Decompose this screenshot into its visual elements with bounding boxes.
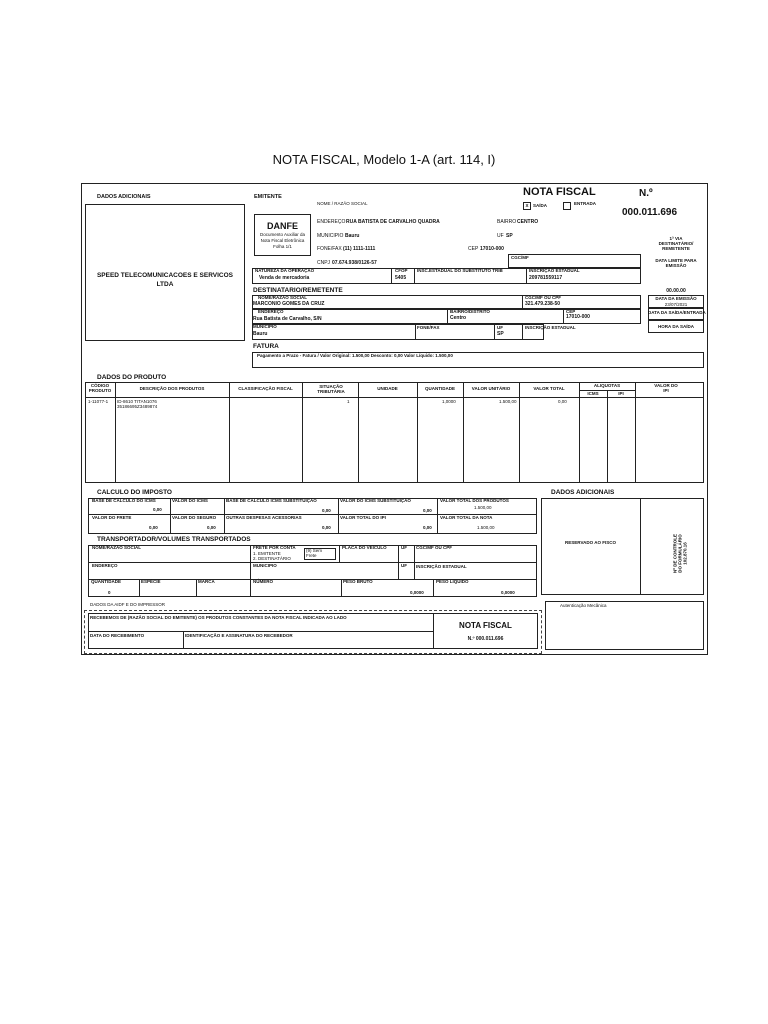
cfop-value: 5405 <box>395 275 407 281</box>
canhoto-title: NOTA FISCAL <box>459 621 512 630</box>
row-quantidade: 1,0000 <box>442 399 456 404</box>
tr-v3 <box>398 545 399 579</box>
tr-marca-label: MARCA <box>198 579 215 584</box>
tr-peso-bruto-label: PESO BRUTO <box>343 579 373 584</box>
dest-row1-sep <box>522 295 523 309</box>
prod-col5 <box>417 382 418 483</box>
th-unidade: UNIDADE <box>377 386 398 391</box>
data-recebimento-label: DATA DO RECEBIMENTO <box>90 633 145 638</box>
dest-uf-label: UF <box>497 325 503 330</box>
insc-estadual-value: 209781559117 <box>529 275 563 281</box>
saida-label: SAÍDA <box>533 203 548 208</box>
numero-label: N.º <box>639 188 653 199</box>
total-produtos-label: VALOR TOTAL DOS PRODUTOS <box>440 498 509 503</box>
dest-row2-sep2 <box>563 309 564 324</box>
recebemos-text: RECEBEMOS DE (RAZÃO SOCIAL DO EMITENTE) OS PRODUTOS CONSTANTES DA NOTA FISCAL INDICADA AO LADO <box>90 615 347 620</box>
canhoto-sep2 <box>183 631 184 649</box>
dest-insc-label: INSCRIÇÃO ESTADUAL <box>525 325 576 330</box>
natureza-sep3 <box>526 268 527 284</box>
imposto-title: CALCULO DO IMPOSTO <box>97 489 172 496</box>
prod-col7 <box>519 382 520 483</box>
natureza-sep2 <box>414 268 415 284</box>
th-icms: ICMS <box>587 391 599 396</box>
base-subst-value: 0,00 <box>322 508 331 513</box>
emitente-cnpj-label: CNPJ <box>317 260 331 266</box>
tr-v7 <box>250 579 251 597</box>
emitente-cgc-label: CGC/MF <box>511 255 529 260</box>
imp-col4 <box>437 498 438 534</box>
prod-col2 <box>229 382 230 483</box>
dest-uf-value: SP <box>497 331 504 337</box>
total-ipi-label: VALOR TOTAL DO IPI <box>340 515 386 520</box>
cfop-label: CFOP <box>395 268 408 273</box>
prod-col6 <box>463 382 464 483</box>
danfe-line1: Documento Auxiliar da <box>259 232 306 237</box>
via-line2: DESTINATÁRIO/ <box>658 241 694 246</box>
dest-cep-value: 17010-000 <box>566 314 590 320</box>
total-ipi-value: 0,00 <box>423 525 432 530</box>
row-descricao2: 35186695Z3489874 <box>117 404 158 409</box>
th-valor-unitario: VALOR UNITÁRIO <box>471 386 511 391</box>
th-ipi: IPI <box>618 391 624 396</box>
dest-municipio-value: Bauru <box>253 331 268 337</box>
emitente-cnpj-value: 07.674.938/0126-57 <box>332 260 377 266</box>
row-valor-unitario: 1.500,00 <box>499 399 517 404</box>
canhoto-numero: N.º 000.011.696 <box>467 636 504 642</box>
valor-subst-value: 0,00 <box>423 508 432 513</box>
seguro-label: VALOR DO SEGURO <box>172 515 217 520</box>
data-emissao-label: DATA DA EMISSÃO <box>655 296 697 301</box>
via-line1: 1ª VIA <box>669 236 683 241</box>
page-title: NOTA FISCAL, Modelo 1-A (art. 114, I) <box>272 152 496 167</box>
tr-placa-label: PLACA DO VEÍCULO <box>342 545 387 550</box>
tr-v4 <box>414 545 415 579</box>
tr-v9 <box>433 579 434 597</box>
tr-uf2-label: UF <box>401 563 407 568</box>
fatura-text: Pagamento a Prazo - Fatura / Valor Original: 1.500,00 Desconto: 0,00 Valor Líquido: 1.500,00 <box>257 353 453 358</box>
th-valor-ipi: VALOR DO IPI <box>654 383 678 393</box>
entrada-checkbox[interactable] <box>563 202 571 210</box>
frete-label: VALOR DO FRETE <box>92 515 132 520</box>
emitente-bairro-value: CENTRO <box>517 219 539 225</box>
identificacao-label: IDENTIFICAÇÃO E ASSINATURA DO RECEBEDOR <box>185 633 293 638</box>
row-codigo: 1-11077-1 <box>88 399 109 404</box>
tr-frete-label: FRETE POR CONTA <box>253 545 296 550</box>
tr-insc-label: INSCRIÇÃO ESTADUAL <box>416 564 467 569</box>
outras-value: 0,00 <box>322 525 331 530</box>
emitente-municipio-value: Bauru <box>345 233 360 239</box>
prod-col8 <box>579 382 580 483</box>
imp-col2 <box>224 498 225 534</box>
th-situacao: SITUAÇÃO TRIBUTÁRIA <box>317 384 345 394</box>
imp-col1 <box>170 498 171 534</box>
tr-v6 <box>196 579 197 597</box>
dest-row3-sep3 <box>522 324 523 340</box>
tr-quantidade-value: 0 <box>108 590 111 595</box>
danfe-title: DANFE <box>267 221 298 231</box>
tr-v2 <box>339 545 340 562</box>
prod-col10 <box>635 382 636 483</box>
th-codigo: CÓDIGO PRODUTO <box>88 383 112 393</box>
emitente-uf-label: UF <box>497 233 504 239</box>
tr-line1 <box>88 562 537 563</box>
transportador-title: TRANSPORTADOR/VOLUMES TRANSPORTADOS <box>97 536 251 543</box>
canhoto-sep1 <box>433 613 434 649</box>
prod-col1 <box>115 382 116 483</box>
company-name: SPEED TELECOMUNICACOES E SERVICOS <box>96 272 234 279</box>
tr-quantidade-label: QUANTIDADE <box>91 579 121 584</box>
left-dados-adicionais-label: DADOS ADICIONAIS <box>97 194 151 200</box>
danfe-line3: Folha 1/1 <box>273 244 292 249</box>
tr-especie-label: ESPÉCIE <box>141 579 161 584</box>
tr-uf-label: UF <box>401 545 407 550</box>
dest-bairro-value: Centro <box>450 315 467 321</box>
company-name-line2: LTDA <box>156 281 174 288</box>
outras-label: OUTRAS DESPESAS ACESSORIAS <box>226 515 302 520</box>
tr-cgc-label: CGC/MF OU CPF <box>416 545 452 550</box>
tr-endereco-label: ENDEREÇO <box>92 563 118 568</box>
dest-endereco-value: Rua Batista de Carvalho, S/N <box>253 316 322 322</box>
tr-v1 <box>250 545 251 579</box>
dest-row3-sep1 <box>415 324 416 340</box>
tr-frete-opt2: 2. DESTINATÁRIO <box>253 556 291 561</box>
seguro-value: 0,00 <box>207 525 216 530</box>
insc-estadual-label: INSCRIÇÃO ESTADUAL <box>529 268 580 273</box>
dest-nome-label: NOME/RAZÃO SOCIAL <box>258 295 307 300</box>
produtos-header-line <box>85 397 704 398</box>
emitente-endereco-value: RUA BATISTA DE CARVALHO QUADRA <box>346 219 440 225</box>
base-icms-value: 0,00 <box>153 507 162 512</box>
emitente-fone-label: FONE/FAX <box>317 246 342 252</box>
emitente-endereco-label: ENDEREÇO <box>317 219 346 225</box>
via-line3: REMETENTE <box>662 246 690 251</box>
th-quantidade: QUANTIDADE <box>425 386 455 391</box>
dados-adicionais-title: DADOS ADICIONAIS <box>551 489 615 496</box>
emitente-uf-value: SP <box>506 233 513 239</box>
prod-col3 <box>302 382 303 483</box>
controle-formulario <box>673 524 688 584</box>
autenticacao-label: Autenticação Mecânica <box>560 603 607 608</box>
valor-icms-label: VALOR DO ICMS <box>172 498 208 503</box>
data-emissao-value: 23/07/2021 <box>664 302 688 307</box>
data-saida-label: DATA DA SAÍDA/ENTRADA <box>648 310 706 315</box>
dest-row3-sep2 <box>494 324 495 340</box>
hora-saida-label: HORA DA SAÍDA <box>658 324 694 329</box>
row-descricao1: ID-8610 TITAN1076 <box>117 399 157 404</box>
saida-mark: X <box>525 203 529 208</box>
canhoto-mid <box>88 631 433 632</box>
dest-cgc-label: CGC/MF OU CPF <box>525 295 561 300</box>
tr-frete-value1: (9) Sem <box>306 548 323 553</box>
tr-frete-opt1: 1. EMITENTE <box>253 551 281 556</box>
data-limite-line1: DATA LIMITE PARA <box>655 258 697 263</box>
numero-value: 000.011.696 <box>622 207 678 218</box>
emitente-municipio-label: MUNICIPIO <box>317 233 344 239</box>
emitente-cep-label: CEP <box>468 246 479 252</box>
emitente-fone-value: (11) 1111-1111 <box>343 246 376 252</box>
th-classificacao: CLASSIFICAÇÃO FISCAL <box>238 386 293 391</box>
prod-col9 <box>607 390 608 483</box>
dest-endereco-label: ENDEREÇO <box>258 309 284 314</box>
tr-peso-liquido-value: 0,0000 <box>501 590 515 595</box>
dest-municipio-label: MUNICIPIO <box>253 324 277 329</box>
tr-peso-liquido-label: PESO LIQUIDO <box>436 579 469 584</box>
base-subst-label: BASE DE CALCULO ICMS SUBSTITUIÇÃO <box>226 498 317 503</box>
emitente-nome-label: NOME / RAZÃO SOCIAL <box>317 201 368 206</box>
tr-frete-value2: Frete <box>306 553 317 558</box>
dados-adicionais-sep <box>640 498 641 595</box>
row-situacao: 1 <box>347 399 350 404</box>
tr-v8 <box>341 579 342 597</box>
frete-value: 0,00 <box>149 525 158 530</box>
dest-cgc-value: 321.479.238-50 <box>525 301 561 307</box>
tr-v5 <box>139 579 140 597</box>
controle-line2: DO FORMULÁRIO <box>677 534 683 573</box>
tr-nome-label: NOME/RAZÃO SOCIAL <box>92 545 141 550</box>
dest-nome-value: MARCONIO GOMES DA CRUZ <box>253 301 325 307</box>
fatura-title: FATURA <box>253 343 279 350</box>
emitente-bairro-label: BAIRRO <box>497 219 517 225</box>
total-nota-value: 1.500,00 <box>477 525 495 530</box>
base-icms-label: BASE DE CALCULO DO ICMS <box>92 498 156 503</box>
tr-numero-label: NÚMERO <box>253 579 273 584</box>
th-descricao: DESCRIÇÃO DOS PRODUTOS <box>139 386 205 391</box>
data-limite-line2: EMISSÃO <box>665 263 687 268</box>
prod-col4 <box>358 382 359 483</box>
tr-peso-bruto-value: 0,0000 <box>410 590 424 595</box>
emitente-label: EMITENTE <box>254 194 282 200</box>
natureza-value: Venda de mercadoria <box>259 275 310 281</box>
destinatario-title: DESTINATARIO/REMETENTE <box>253 287 343 294</box>
natureza-label: NATUREZA DA OPERAÇÃO <box>255 268 315 273</box>
danfe-line2: Nota Fiscal Eletrônica <box>260 238 305 243</box>
natureza-sep1 <box>391 268 392 284</box>
total-produtos-value: 1.500,00 <box>474 505 492 510</box>
reservado-fisco: RESERVADO AO FISCO <box>565 540 616 545</box>
tr-municipio-label: MUNICIPIO <box>253 563 277 568</box>
emitente-cep-value: 17010-000 <box>480 246 504 252</box>
dest-bairro-label: BAIRRO/DISTRITO <box>450 309 490 314</box>
entrada-label: ENTRADA <box>574 201 596 206</box>
controle-line3: 102.870.16 <box>682 542 688 565</box>
imp-col3 <box>338 498 339 534</box>
produtos-title: DADOS DO PRODUTO <box>97 374 167 381</box>
nota-fiscal-header: NOTA FISCAL <box>523 186 596 198</box>
valor-subst-label: VALOR DO ICMS SUBSTITUIÇÃO <box>340 498 411 503</box>
dest-fone-label: FONE/FAX <box>417 325 440 330</box>
data-limite-value: 00.00.00 <box>666 288 686 294</box>
impressor-label: DADOS DA AIDF E DO IMPRESSOR <box>90 602 166 607</box>
dest-row2-sep1 <box>447 309 448 324</box>
th-aliquotas: ALIQUOTAS <box>593 383 621 388</box>
th-valor-total: VALOR TOTAL <box>533 386 565 391</box>
dest-cep-label: CEP <box>566 309 576 314</box>
row-icms: 0,00 <box>558 399 567 404</box>
controle-line1: Nº DE CONTROLE <box>672 534 678 573</box>
total-nota-label: VALOR TOTAL DA NOTA <box>440 515 493 520</box>
insc-subst-label: INSC.ESTADUAL DO SUBSTITUTO TRIB <box>417 268 503 273</box>
